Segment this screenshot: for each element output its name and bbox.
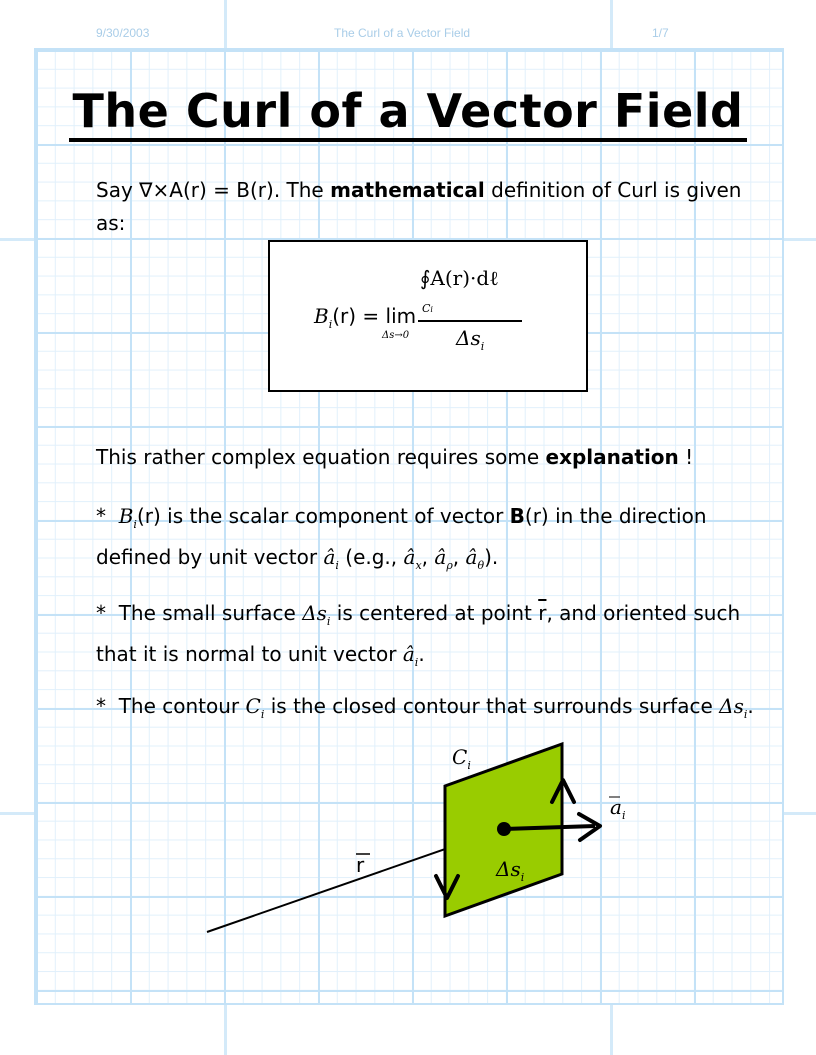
header-date: 9/30/2003 <box>96 26 150 40</box>
contour-subscript: Ci <box>422 302 433 315</box>
page-title: The Curl of a Vector Field <box>0 84 816 138</box>
equation-lhs: $B_i(r) = \lim$ <box>314 304 417 331</box>
header-doc-title: The Curl of a Vector Field <box>334 26 471 40</box>
bullet-component-definition: * $B_i(r)$ is the scalar component of vector B(r) in the direction defined by unit vector $â_i$ (e.g., $â_x$, $â_\rho$, $â_\theta$). <box>96 504 707 572</box>
mathematical-word: mathematical <box>330 178 485 202</box>
bullet-small-surface: * The small surface $\Delta s_i$ is centered at point $\overline{r}$, and oriented such that it is normal to unit vector $â_i$. <box>96 601 741 669</box>
limit-subscript: Δs→0 <box>382 330 410 341</box>
surface-center-point <box>497 822 511 836</box>
intro-paragraph: Say ∇×A(r) = B(r). The mathematical definition of Curl is given as: <box>96 178 742 235</box>
curl-expression: ∇×A(r) = B(r) <box>139 178 274 202</box>
explanation-line: This rather complex equation requires some explanation ! <box>96 445 694 469</box>
contour-label: $C_i$ <box>452 745 471 772</box>
header-page-number: 1/7 <box>652 26 669 40</box>
limit-operator: lim <box>385 304 417 328</box>
normal-vector-label: $a_i$ <box>610 795 626 822</box>
bullet-contour: * The contour $C_i$ is the closed contour that surrounds surface $\Delta s_i$. <box>96 694 754 721</box>
position-vector-label: r <box>356 853 365 877</box>
equation-numerator: ∮A(r)·dℓ <box>420 266 499 290</box>
surface-label: $\Delta s_i$ <box>496 857 525 884</box>
equation-denominator: $\Delta s_i$ <box>456 326 485 353</box>
